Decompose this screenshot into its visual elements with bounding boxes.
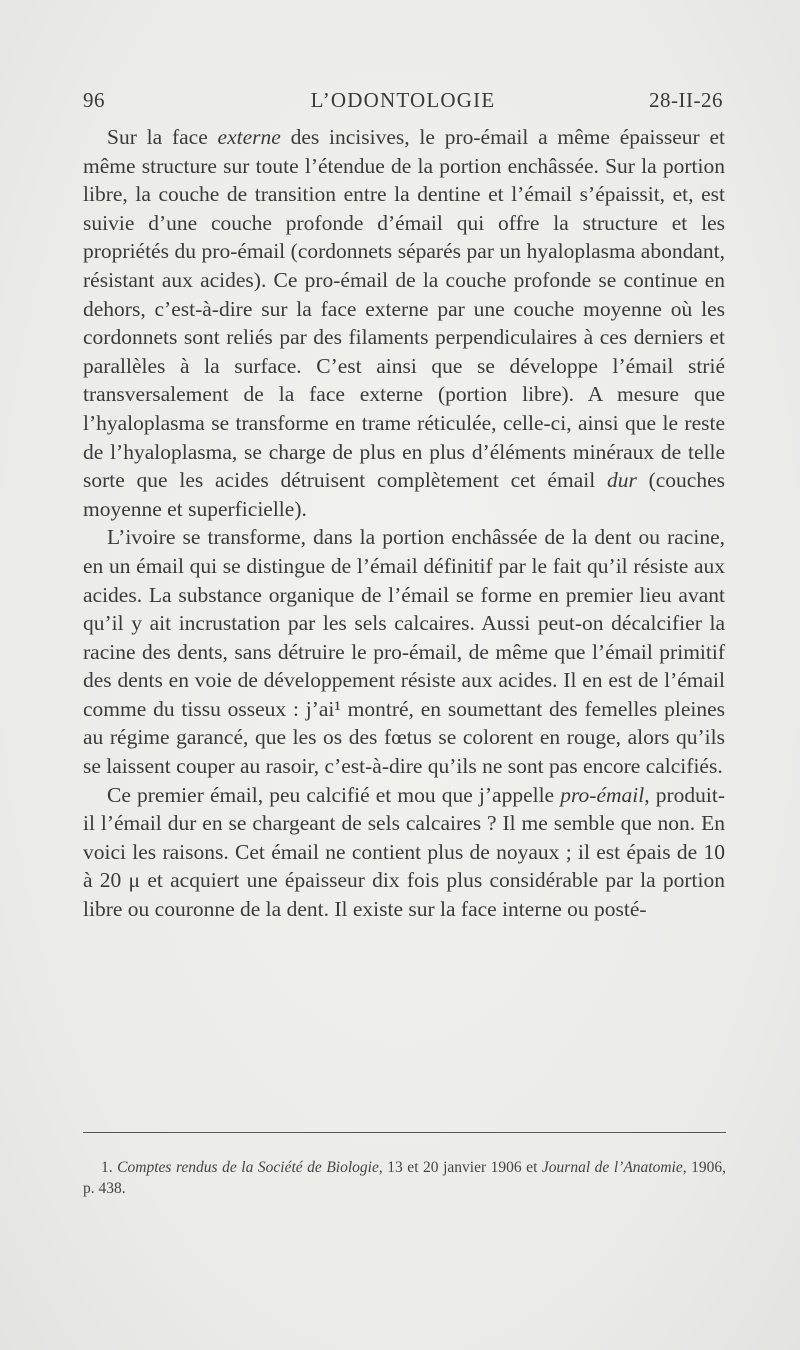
- paragraph-3-text-a: Ce premier émail, peu calcifié et mou que j’appelle: [107, 782, 561, 807]
- footnote-divider: [83, 1132, 726, 1133]
- paragraph-1-text-c: (couches moyenne et superficielle).: [83, 468, 725, 521]
- paragraph-1: [83, 123, 725, 523]
- footnote-source-1: Comptes rendus de la Société de Biologie: [117, 1159, 379, 1176]
- issue-date: 28-II-26: [649, 88, 723, 112]
- paragraph-3-text-b: , produit-il l’émail dur en se chargeant de sels calcaires ? Il me semble que non. En voici les raisons. Cet émail ne contient plus de noyaux ; il est épais de 10 à 20 μ et acquiert une épaisseur dix fois plus considérable par la portion libre ou couronne de la dent. Il existe sur la face interne ou posté-: [83, 782, 725, 922]
- footnote-text: [83, 1157, 726, 1199]
- running-title: L’ODONTOLOGIE: [310, 88, 496, 112]
- emphasis-externe: externe: [217, 125, 281, 149]
- page-header: [83, 88, 723, 118]
- paragraph-3: [83, 781, 725, 951]
- emphasis-dur: dur: [606, 468, 637, 493]
- footnote: [83, 1157, 726, 1199]
- footnote-page-ref: , 1906, p. 438.: [83, 1159, 727, 1197]
- footnote-number: 1.: [101, 1159, 113, 1176]
- paragraph-1-text-b: des incisives, le pro-émail a même épaisseur et même structure sur toute l’étendue de la portion enchâssée. Sur la portion libre, la couche de transition entre la dentine et l’émail s’épaissit, et, est suivie d’une couche profonde d’émail qui offre la structure et les propriétés du pro-émail (cordonnets séparés par un hyaloplasma abondant, résistant aux acides). Ce pro-émail de la couche profonde se continue en dehors, c’est-à-dire sur la face externe par une couche moyenne où les cordonnets sont reliés par des filaments perpendiculaires à ces derniers et parallèles à la surface. C’est ainsi que se développe l’émail strié transversalement de la face externe (portion libre). A mesure que l’hyaloplasma se transforme en trame réticulée, celle-ci, ainsi que le reste de l’hyaloplasma, se charge de plus en plus d’éléments minéraux de telle sorte que les acides détruisent complètement cet émail: [83, 125, 726, 493]
- emphasis-pro-email: pro-émail: [560, 782, 645, 807]
- footnote-dates: , 13 et 20 janvier 1906 et: [378, 1159, 542, 1176]
- body-text: [83, 123, 725, 951]
- footnote-source-2: Journal de l’Anatomie: [541, 1159, 683, 1176]
- paragraph-2: L’ivoire se transforme, dans la portion enchâssée de la dent ou racine, en un émail qui se distingue de l’émail définitif par le fait qu’il résiste aux acides. La substance organique de l’émail se forme en premier lieu avant qu’il y ait incrustation par les sels calcaires. Aussi peut-on décalcifier la racine des dents, sans détruire le pro-émail, de même que l’émail primitif des dents en voie de développement résiste aux acides. Il en est de l’émail comme du tissu osseux : j’ai¹ montré, en soumettant des femelles pleines au régime garancé, que les os des fœtus se colorent en rouge, alors qu’ils se laissent couper au rasoir, c’est-à-dire qu’ils ne sont pas encore calcifiés.: [83, 525, 725, 779]
- page-number: 96: [83, 88, 105, 112]
- paragraph-1-text-a: Sur la face: [107, 125, 218, 149]
